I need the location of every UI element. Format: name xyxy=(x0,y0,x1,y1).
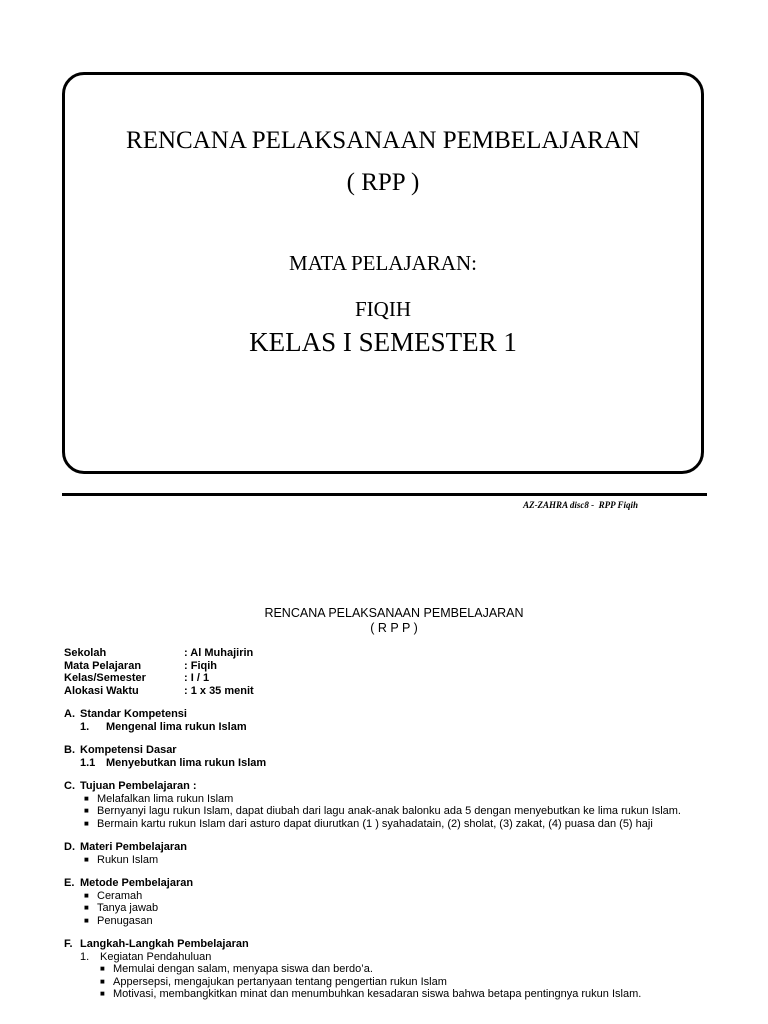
cover-subject-label: MATA PELAJARAN: xyxy=(289,251,477,275)
identity-label: Mata Pelajaran xyxy=(64,659,142,672)
cover-subject: FIQIH xyxy=(355,297,411,321)
list-item-text: Memulai dengan salam, menyapa siswa dan berdo’a. xyxy=(113,963,373,975)
section-letter: A. xyxy=(64,708,75,720)
page-footer: AZ-ZAHRA disc8 - RPP Fiqih xyxy=(523,500,638,510)
list-item xyxy=(84,805,724,818)
bullet-icon: ■ xyxy=(100,976,105,986)
list-item xyxy=(84,793,724,806)
numbered-item xyxy=(64,951,724,964)
list-item-text: Appersepsi, mengajukan pertanyaan tentang pengertian rukun Islam xyxy=(113,975,447,988)
identity-label: Alokasi Waktu xyxy=(64,684,139,697)
section-letter: D. xyxy=(64,841,75,853)
list-item-text: Bernyanyi lagu rukun Islam, dapat diubah dari lagu anak-anak balonku ada 5 dengan menyebutkan ke lima rukun Islam. xyxy=(97,805,681,817)
section-heading xyxy=(64,708,724,721)
section-heading xyxy=(64,877,724,890)
cover-class-semester: KELAS I SEMESTER 1 xyxy=(249,327,517,357)
section-title: Standar Kompetensi xyxy=(80,708,187,720)
list-item-text: Penugasan xyxy=(97,914,153,927)
section-letter: E. xyxy=(64,877,75,889)
list-item xyxy=(100,963,724,976)
list-item xyxy=(100,988,724,1001)
identity-row xyxy=(64,685,724,698)
identity-value: : Fiqih xyxy=(184,659,217,672)
bullet-icon: ■ xyxy=(84,903,89,912)
bullet-icon: ■ xyxy=(84,793,89,803)
bullet-list xyxy=(64,854,724,867)
section-letter: C. xyxy=(64,780,75,792)
numbered-item xyxy=(64,721,724,734)
cover-title: RENCANA PELAKSANAAN PEMBELAJARAN xyxy=(126,127,640,154)
section-title: Materi Pembelajaran xyxy=(80,841,187,853)
list-item-text: Motivasi, membangkitkan minat dan menumbuhkan kesadaran siswa bahwa betapa pentingnya rukun Islam. xyxy=(113,988,642,1000)
bullet-list xyxy=(64,793,724,831)
section-e xyxy=(64,877,724,927)
cover-subtitle: ( RPP ) xyxy=(346,169,420,196)
doc-subtitle: ( R P P ) xyxy=(370,621,418,635)
identity-row xyxy=(64,660,724,673)
list-item xyxy=(84,890,724,903)
bullet-list xyxy=(64,963,724,1001)
section-heading xyxy=(64,841,724,854)
item-text: Mengenal lima rukun Islam xyxy=(106,720,247,733)
list-item-text: Bermain kartu rukun Islam dari asturo dapat diurutkan (1 ) syahadatain, (2) sholat, (3) zakat, (4) puasa dan (5) haji xyxy=(97,817,653,830)
bullet-icon: ■ xyxy=(100,989,105,998)
section-f xyxy=(64,938,724,1001)
identity-value: : I / 1 xyxy=(184,672,210,684)
bullet-icon: ■ xyxy=(84,806,89,815)
section-heading xyxy=(64,938,724,951)
item-text: Menyebutkan lima rukun Islam xyxy=(106,756,267,769)
bullet-icon: ■ xyxy=(84,818,89,828)
list-item xyxy=(100,976,724,989)
bullet-icon: ■ xyxy=(100,964,105,973)
identity-row xyxy=(64,672,724,685)
bullet-icon: ■ xyxy=(84,854,89,864)
identity-row xyxy=(64,647,724,660)
identity-label: Sekolah xyxy=(64,647,107,659)
section-a xyxy=(64,708,724,733)
cover-box xyxy=(62,72,704,474)
list-item xyxy=(84,818,724,831)
document-body xyxy=(64,606,724,1001)
section-b xyxy=(64,744,724,769)
item-number: 1.1 xyxy=(80,756,96,769)
numbered-item xyxy=(64,757,724,770)
list-item-text: Melafalkan lima rukun Islam xyxy=(97,792,234,805)
section-heading xyxy=(64,744,724,757)
item-number: 1. xyxy=(80,950,90,963)
section-heading xyxy=(64,780,724,793)
section-title: Kompetensi Dasar xyxy=(80,744,177,756)
section-letter: F. xyxy=(64,938,73,950)
doc-title: RENCANA PELAKSANAAN PEMBELAJARAN xyxy=(264,606,524,620)
list-item-text: Ceramah xyxy=(97,889,143,902)
section-title: Tujuan Pembelajaran : xyxy=(80,780,197,792)
identity-label: Kelas/Semester xyxy=(64,672,146,684)
section-title: Langkah-Langkah Pembelajaran xyxy=(80,938,249,950)
list-item xyxy=(84,902,724,915)
section-c xyxy=(64,780,724,830)
list-item xyxy=(84,854,724,867)
section-title: Metode Pembelajaran xyxy=(80,877,194,889)
item-number: 1. xyxy=(80,720,90,733)
section-letter: B. xyxy=(64,744,75,756)
bullet-icon: ■ xyxy=(84,915,89,925)
section-d xyxy=(64,841,724,866)
identity-value: : 1 x 35 menit xyxy=(184,684,254,697)
identity-value: : Al Muhajirin xyxy=(184,647,254,659)
list-item xyxy=(84,915,724,928)
header-divider xyxy=(62,493,707,496)
list-item-text: Rukun Islam xyxy=(97,853,159,866)
list-item-text: Tanya jawab xyxy=(97,902,159,914)
bullet-list xyxy=(64,890,724,928)
identity-table xyxy=(64,647,724,697)
item-text: Kegiatan Pendahuluan xyxy=(100,950,212,963)
bullet-icon: ■ xyxy=(84,890,89,900)
